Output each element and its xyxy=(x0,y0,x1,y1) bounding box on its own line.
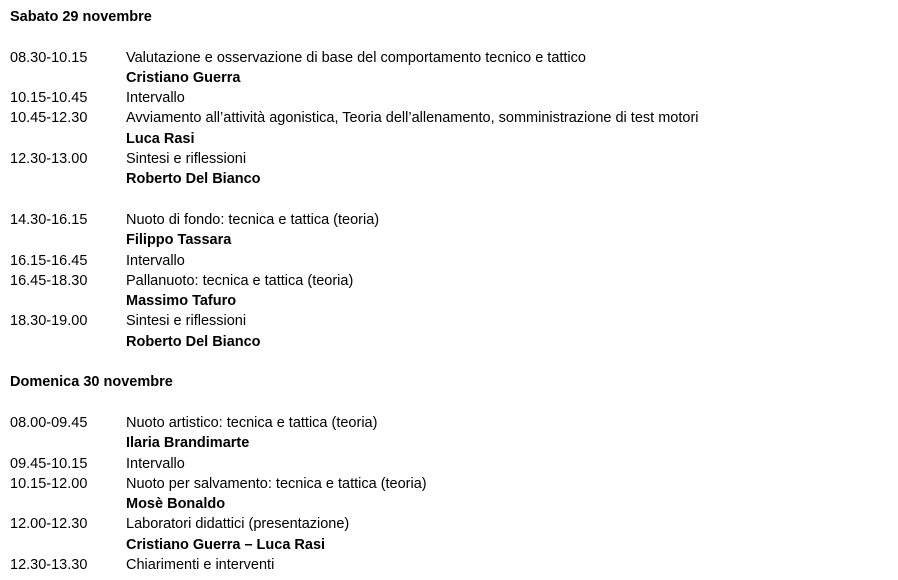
session-time: 14.30-16.15 xyxy=(10,211,88,228)
session-time: 10.15-10.45 xyxy=(10,90,88,107)
session-row xyxy=(10,474,888,494)
session-speaker: Ilaria Brandimarte xyxy=(126,435,250,452)
session-row xyxy=(10,555,888,575)
session-title: Pallanuoto: tecnica e tattica (teoria) xyxy=(126,272,354,289)
session-time: 12.30-13.00 xyxy=(10,151,88,168)
speaker-row xyxy=(10,291,888,311)
speaker-row-indent xyxy=(10,494,126,514)
speaker-row xyxy=(10,433,888,453)
speaker-row xyxy=(10,332,888,352)
session-time: 16.15-16.45 xyxy=(10,252,88,269)
session-speaker: Cristiano Guerra xyxy=(126,69,241,86)
session-title: Intervallo xyxy=(126,90,185,107)
speaker-row-indent xyxy=(10,68,126,88)
session-row xyxy=(10,514,888,534)
session-time: 10.15-12.00 xyxy=(10,475,88,492)
session-time: 16.45-18.30 xyxy=(10,272,88,289)
blank-line xyxy=(10,27,888,47)
speaker-row xyxy=(10,68,888,88)
day-heading: Domenica 30 novembre xyxy=(10,374,173,391)
speaker-row-indent xyxy=(10,433,126,453)
session-title: Chiarimenti e interventi xyxy=(126,557,275,574)
speaker-row xyxy=(10,129,888,149)
blank-line xyxy=(10,190,888,210)
session-row xyxy=(10,311,888,331)
session-row xyxy=(10,454,888,474)
speaker-row-indent xyxy=(10,535,126,555)
session-time: 12.00-12.30 xyxy=(10,516,88,533)
session-title: Sintesi e riflessioni xyxy=(126,151,247,168)
session-speaker: Cristiano Guerra – Luca Rasi xyxy=(126,536,326,553)
session-row xyxy=(10,108,888,128)
speaker-row xyxy=(10,169,888,189)
session-time: 10.45-12.30 xyxy=(10,110,88,127)
session-time: 08.00-09.45 xyxy=(10,414,88,431)
session-row xyxy=(10,413,888,433)
speaker-row xyxy=(10,230,888,250)
speaker-row-indent xyxy=(10,291,126,311)
session-speaker: Mosè Bonaldo xyxy=(126,496,226,513)
speaker-row-indent xyxy=(10,332,126,352)
session-title: Sintesi e riflessioni xyxy=(126,313,247,330)
session-row xyxy=(10,271,888,291)
session-time: 12.30-13.30 xyxy=(10,557,88,574)
session-speaker: Roberto Del Bianco xyxy=(126,171,261,188)
speaker-row xyxy=(10,494,888,514)
session-time: 09.45-10.15 xyxy=(10,455,88,472)
session-time: 18.30-19.00 xyxy=(10,313,88,330)
session-speaker: Massimo Tafuro xyxy=(126,293,237,310)
session-title: Nuoto artistico: tecnica e tattica (teoria) xyxy=(126,414,378,431)
session-speaker: Roberto Del Bianco xyxy=(126,333,261,350)
session-title: Avviamento all’attività agonistica, Teoria dell’allenamento, somministrazione di test motori xyxy=(126,110,699,127)
session-title: Valutazione e osservazione di base del comportamento tecnico e tattico xyxy=(126,49,586,66)
session-title: Laboratori didattici (presentazione) xyxy=(126,516,350,533)
session-row xyxy=(10,88,888,108)
session-title: Nuoto di fondo: tecnica e tattica (teoria) xyxy=(126,211,380,228)
speaker-row-indent xyxy=(10,129,126,149)
session-row xyxy=(10,251,888,271)
speaker-row xyxy=(10,535,888,555)
session-row xyxy=(10,48,888,68)
session-title: Intervallo xyxy=(126,455,185,472)
session-time: 08.30-10.15 xyxy=(10,49,88,66)
day-heading: Sabato 29 novembre xyxy=(10,9,152,25)
blank-line xyxy=(10,352,888,372)
session-row xyxy=(10,210,888,230)
blank-line xyxy=(10,393,888,413)
session-speaker: Luca Rasi xyxy=(126,130,195,147)
session-speaker: Filippo Tassara xyxy=(126,232,232,249)
session-row xyxy=(10,149,888,169)
session-title: Nuoto per salvamento: tecnica e tattica (teoria) xyxy=(126,475,427,492)
speaker-row-indent xyxy=(10,169,126,189)
speaker-row-indent xyxy=(10,230,126,250)
session-title: Intervallo xyxy=(126,252,185,269)
